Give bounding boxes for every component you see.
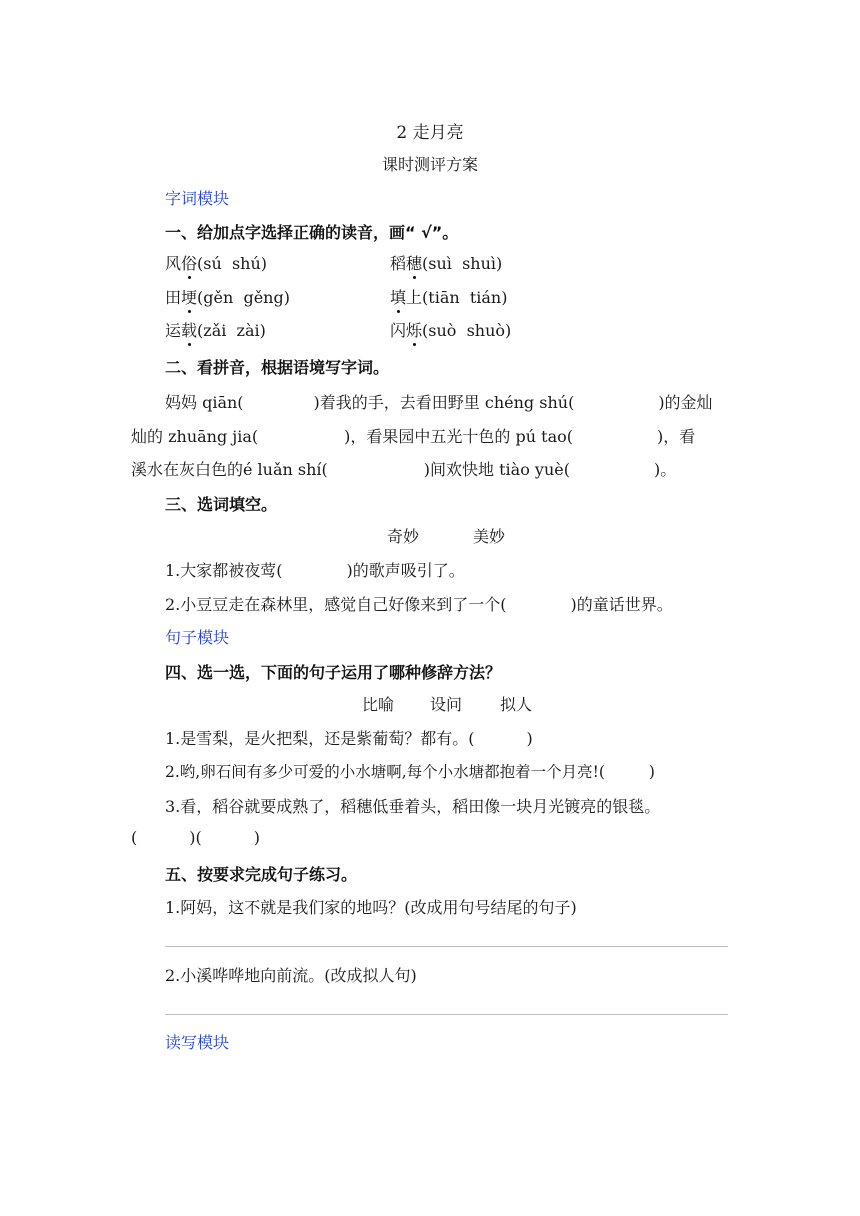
q1-item-4 <box>390 285 507 308</box>
q2-text: )，看 <box>656 427 696 446</box>
section-sentences: 句子模块 <box>165 628 230 647</box>
q1-item-5-char: 运 <box>165 321 182 340</box>
q4-text: 1.是雪梨，是火把梨，还是紫葡萄？都有。( <box>165 729 475 748</box>
q3-word-2: 美妙 <box>473 527 506 546</box>
q1-item-5-dotted-char: 载 <box>181 318 197 341</box>
q4-text: ) <box>526 729 533 748</box>
q4-word-3: 拟人 <box>500 695 533 714</box>
q3-heading: 三、选词填空。 <box>165 495 278 514</box>
lesson-title: 2 走月亮 <box>396 123 464 143</box>
q4-sentence-2 <box>165 760 655 782</box>
q1-item-4-dotted-char: 填 <box>390 285 406 308</box>
q4-text: 2.哟,卵石间有多少可爱的小水塘啊,每个小水塘都抱着一个月亮!( <box>165 763 605 781</box>
q4-text: ) <box>253 828 260 847</box>
q5-heading: 五、按要求完成句子练习。 <box>165 865 358 884</box>
q1-item-2-dotted-char: 穗 <box>406 251 422 274</box>
q1-item-2-options: (suì shuì) <box>422 254 503 273</box>
q1-item-1-char: 风 <box>165 254 182 273</box>
q1-item-6-dotted-char: 烁 <box>406 318 422 341</box>
q4-sentence-3: 3.看，稻谷就要成熟了，稻穗低垂着头，稻田像一块月光镀亮的银毯。 <box>165 797 661 816</box>
q4-text: )( <box>189 828 202 847</box>
q1-item-5-options: (zǎi zài) <box>197 321 266 340</box>
q1-item-2 <box>390 251 502 274</box>
q1-item-3-char: 田 <box>165 288 182 307</box>
q2-line-3 <box>131 457 676 480</box>
q1-item-6-options: (suò shuò) <box>422 321 512 340</box>
q4-sentence-1 <box>165 726 533 749</box>
q5-answer-line-1[interactable] <box>165 946 728 947</box>
q3-text: 1.大家都被夜莺( <box>165 561 283 580</box>
q1-item-1-options: (sú shú) <box>197 254 268 273</box>
section-words: 字词模块 <box>165 189 230 208</box>
q3-word-1: 奇妙 <box>387 527 420 546</box>
q1-item-4-options: (tiān tián) <box>422 288 508 307</box>
q3-sentence-2 <box>165 592 673 615</box>
q2-text: 妈妈 qiān( <box>165 393 244 412</box>
lesson-subtitle: 课时测评方案 <box>381 155 478 174</box>
q1-heading: 一、给加点字选择正确的读音，画“ √”。 <box>165 223 459 242</box>
q1-item-1 <box>165 251 267 274</box>
q4-heading: 四、选一选，下面的句子运用了哪种修辞方法？ <box>165 663 502 682</box>
q1-item-2-char: 稻 <box>390 254 407 273</box>
q1-item-3-options: (gěn gěng) <box>197 288 290 307</box>
q2-text: 溪水在灰白色的é luǎn shí( <box>131 460 328 479</box>
q2-heading: 二、看拼音，根据语境写字词。 <box>165 358 390 377</box>
section-reading: 读写模块 <box>165 1033 230 1052</box>
q2-line-2 <box>131 424 695 447</box>
q4-text: ( <box>131 828 138 847</box>
q4-word-1: 比喻 <box>362 695 395 714</box>
q1-item-1-dotted-char: 俗 <box>181 251 197 274</box>
q4-word-2: 设问 <box>430 695 463 714</box>
q3-text: )的童话世界。 <box>570 595 673 614</box>
q2-line-1 <box>165 390 713 413</box>
q1-item-6 <box>390 318 511 341</box>
q2-text: )。 <box>654 460 677 479</box>
q3-text: 2.小豆豆走在森林里，感觉自己好像来到了一个( <box>165 595 507 614</box>
q3-sentence-1 <box>165 558 465 581</box>
q5-answer-line-2[interactable] <box>165 1014 728 1015</box>
q3-text: )的歌声吸引了。 <box>346 561 465 580</box>
q2-text: )，看果园中五光十色的 pú tao( <box>344 427 573 446</box>
q4-text: ) <box>648 763 655 781</box>
q1-item-5 <box>165 318 266 341</box>
q4-sentence-3-answers <box>131 828 260 847</box>
q1-item-4-char: 上 <box>406 288 423 307</box>
q2-text: 灿的 zhuāng jia( <box>131 427 259 446</box>
q1-item-3-dotted-char: 埂 <box>181 285 197 308</box>
q5-sentence-2: 2.小溪哗哗地向前流。(改成拟人句) <box>165 966 417 985</box>
q2-text: )的金灿 <box>658 393 713 412</box>
q5-sentence-1: 1.阿妈，这不就是我们家的地吗？(改成用句号结尾的句子) <box>165 898 577 917</box>
q2-text: )着我的手，去看田野里 chéng shú( <box>313 393 575 412</box>
q2-text: )间欢快地 tiào yuè( <box>423 460 570 479</box>
q1-item-6-char: 闪 <box>390 321 407 340</box>
q1-item-3 <box>165 285 290 308</box>
